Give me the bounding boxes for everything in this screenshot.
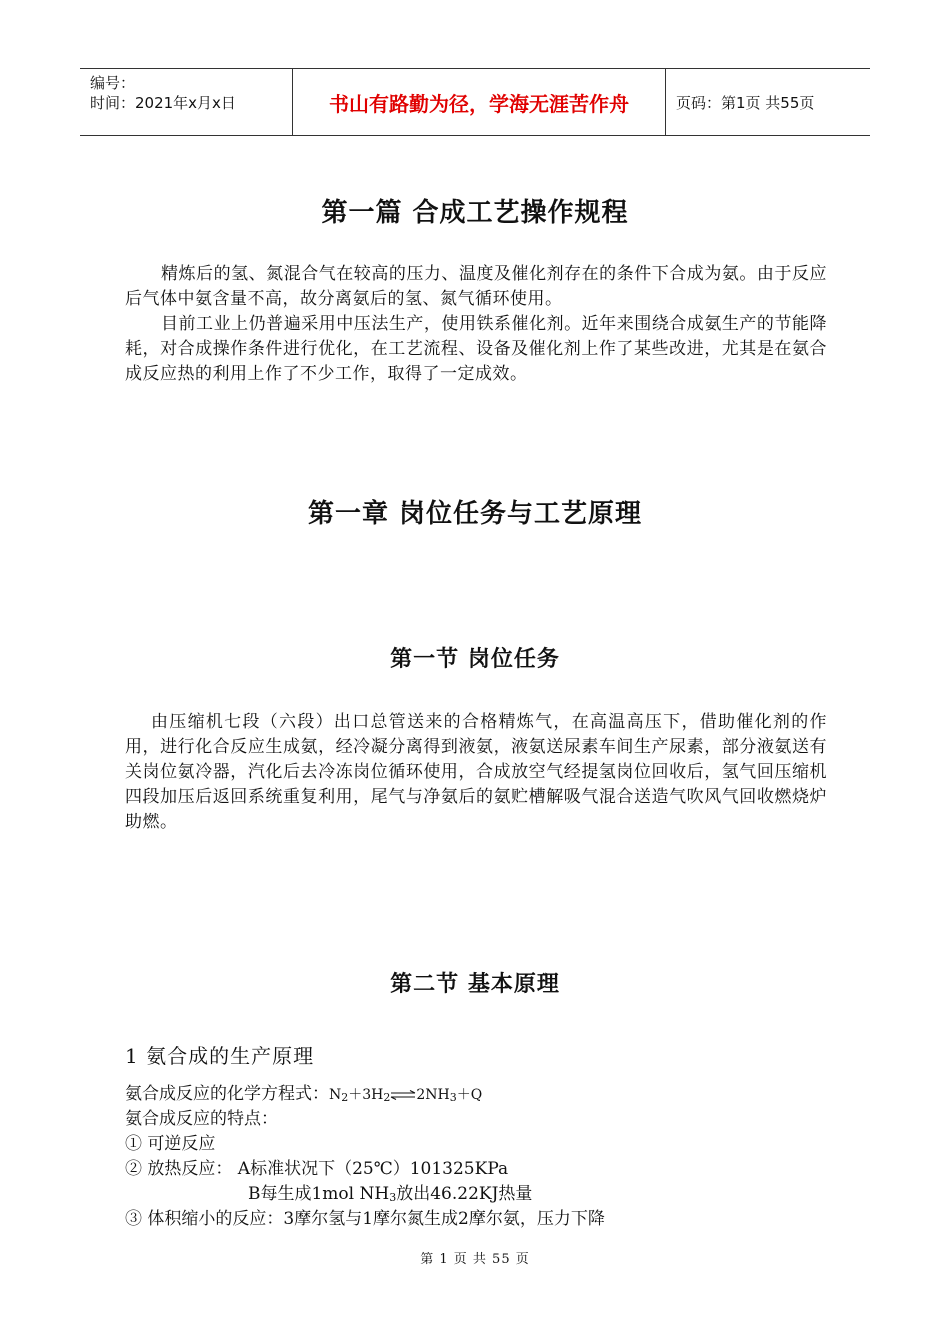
equilibrium-arrow-icon (390, 1090, 416, 1100)
feature-2b-text: B每生成1mol NH (248, 1184, 390, 1204)
equation-heat: ＋Q (456, 1087, 483, 1103)
reaction-equation (125, 1082, 482, 1110)
equation-h-subscript: 2 (383, 1091, 391, 1104)
equation-n: N (329, 1087, 342, 1103)
equation-nh-subscript: 3 (449, 1091, 457, 1104)
section-1-paragraph: 由压缩机七段（六段）出口总管送来的合格精炼气，在高温高压下，借助催化剂的作用，进行化合反应生成氨，经冷凝分离得到液氨，液氨送尿素车间生产尿素，部分液氨送有关岗位氨冷器，汽化后去冷冻岗位循环使用，合成放空气经提氢岗位回收后，氢气回压缩机四段加压后返回系统重复利用，尾气与净氨后的氨贮槽解吸气混合送造气吹风气回收燃烧炉助燃。 (125, 712, 827, 832)
header-meta (80, 69, 293, 135)
section-1-title: 第一节 岗位任务 (390, 647, 560, 672)
intro-paragraph-1: 精炼后的氢、氮混合气在较高的压力、温度及催化剂存在的条件下合成为氨。由于反应后气体中氨含量不高，故分离氨后的氢、氮气循环使用。 (125, 264, 827, 309)
document-time-label: 时间：2021年x月x日 (90, 94, 236, 112)
feature-2b-subscript: 3 (389, 1191, 397, 1204)
page-footer: 第 1 页 共 55 页 (420, 1252, 530, 1267)
intro-paragraph-2: 目前工业上仍普遍采用中压法生产，使用铁系催化剂。近年来围绕合成氨生产的节能降耗，对合成操作条件进行优化，在工艺流程、设备及催化剂上作了某些改进，尤其是在氨合成反应热的利用上作了不少工作，取得了一定成效。 (125, 314, 827, 384)
header-motto: 书山有路勤为径，学海无涯苦作舟 (293, 69, 666, 135)
equation-product: 2NH (416, 1087, 450, 1103)
feature-2: ② 放热反应： A标准状况下（25℃）101325KPa (125, 1159, 509, 1179)
part-title: 第一篇 合成工艺操作规程 (321, 198, 629, 228)
feature-1: ① 可逆反应 (125, 1134, 216, 1154)
page-header (80, 68, 870, 136)
document-number-label: 编号： (90, 74, 136, 92)
features-label: 氨合成反应的特点： (125, 1109, 278, 1129)
feature-3: ③ 体积缩小的反应：3摩尔氢与1摩尔氮生成2摩尔氨，压力下降 (125, 1209, 605, 1229)
chapter-title: 第一章 岗位任务与工艺原理 (307, 499, 643, 529)
equation-n-subscript: 2 (341, 1091, 349, 1104)
feature-2b-tail: 放出46.22KJ热量 (396, 1184, 533, 1204)
equation-prefix: 氨合成反应的化学方程式： (125, 1084, 329, 1104)
equation-h: ＋3H (348, 1087, 384, 1103)
feature-2b (248, 1182, 532, 1210)
header-page-label: 页码：第1页 共55页 (676, 93, 815, 112)
section-2-title: 第二节 基本原理 (390, 972, 560, 997)
subsection-heading: 1 氨合成的生产原理 (125, 1044, 315, 1068)
